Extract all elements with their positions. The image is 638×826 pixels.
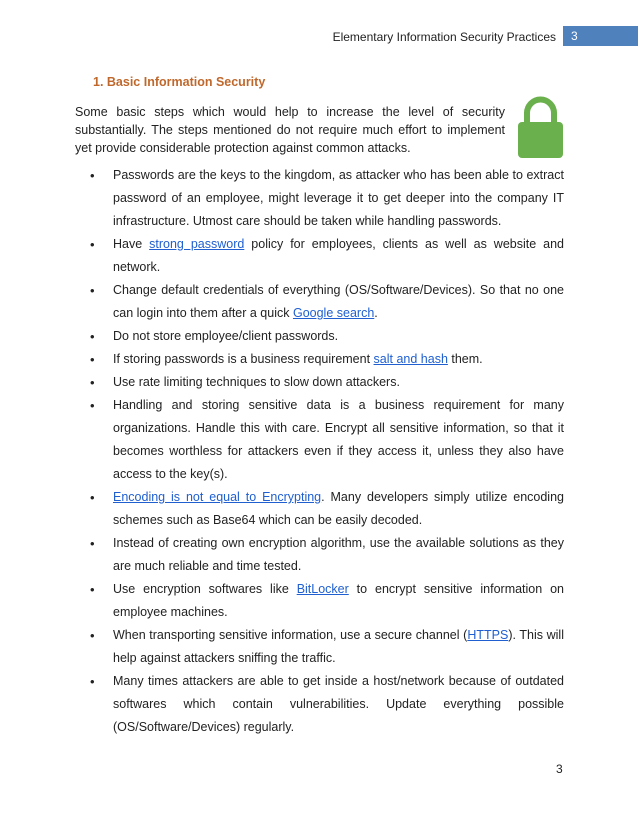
bullet-item: • If storing passwords is a business requirement salt and hash them. (90, 348, 564, 371)
bullet-marker: • (90, 628, 95, 643)
bullet-marker: • (90, 329, 95, 344)
bitlocker-link[interactable]: BitLocker (296, 582, 349, 596)
padlock-icon (518, 94, 563, 158)
bullet-marker: • (90, 375, 95, 390)
bullet-item: • Instead of creating own encryption algorithm, use the available solutions as they are much reliable and time tested. (90, 532, 564, 578)
salt-and-hash-link[interactable]: salt and hash (373, 352, 448, 366)
bullet-item: • Passwords are the keys to the kingdom, as attacker who has been able to extract password of an employee, might leverage it to get deeper into the company IT infrastructure. Utmost care should be taken while handling passwords. (90, 164, 564, 233)
header-page-number-box: 3 (563, 26, 638, 46)
intro-paragraph: Some basic steps which would help to increase the level of security substantially. The steps mentioned do not require much effort to implement yet provide considerable protection against common attacks. (75, 105, 505, 155)
bullet-marker: • (90, 490, 95, 505)
bullet-item: • Change default credentials of everything (OS/Software/Devices). So that no one can login into them after a quick Google search. (90, 279, 564, 325)
bullet-marker: • (90, 168, 95, 183)
practices-bullet-list (90, 164, 564, 739)
bullet-item: • When transporting sensitive information, use a secure channel (HTTPS). This will help against attackers sniffing the traffic. (90, 624, 564, 670)
google-search-link[interactable]: Google search (292, 306, 375, 320)
bullet-item: • Have strong password policy for employees, clients as well as website and network. (90, 233, 564, 279)
bullet-marker: • (90, 352, 95, 367)
bullet-item: • Use encryption softwares like BitLocker to encrypt sensitive information on employee machines. (90, 578, 564, 624)
bullet-item: • Handling and storing sensitive data is a business requirement for many organizations. Handle this with care. Encrypt all sensitive information, so that it becomes worthless for attackers even if they access it, unless they also have access to the key(s). (90, 394, 564, 486)
encoding-vs-encrypting-link[interactable]: Encoding is not equal to Encrypting (113, 490, 322, 504)
bullet-marker: • (90, 283, 95, 298)
bullet-item: • Use rate limiting techniques to slow down attackers. (90, 371, 564, 394)
bullet-marker: • (90, 398, 95, 413)
bullet-item: • Do not store employee/client passwords. (90, 325, 564, 348)
footer-page-number: 3 (556, 762, 563, 776)
https-link[interactable]: HTTPS (467, 628, 509, 642)
bullet-marker: • (90, 674, 95, 689)
bullet-marker: • (90, 237, 95, 252)
bullet-marker: • (90, 536, 95, 551)
strong-password-link[interactable]: strong password (149, 237, 245, 251)
running-header-title: Elementary Information Security Practices (332, 30, 556, 44)
section-heading: 1. Basic Information Security (93, 75, 266, 89)
bullet-item: • Many times attackers are able to get inside a host/network because of outdated softwares which contain vulnerabilities. Update everything possible (OS/Software/Devices) regularly. (90, 670, 564, 739)
bullet-marker: • (90, 582, 95, 597)
bullet-item: • Encoding is not equal to Encrypting. Many developers simply utilize encoding schemes such as Base64 which can be easily decoded. (90, 486, 564, 532)
